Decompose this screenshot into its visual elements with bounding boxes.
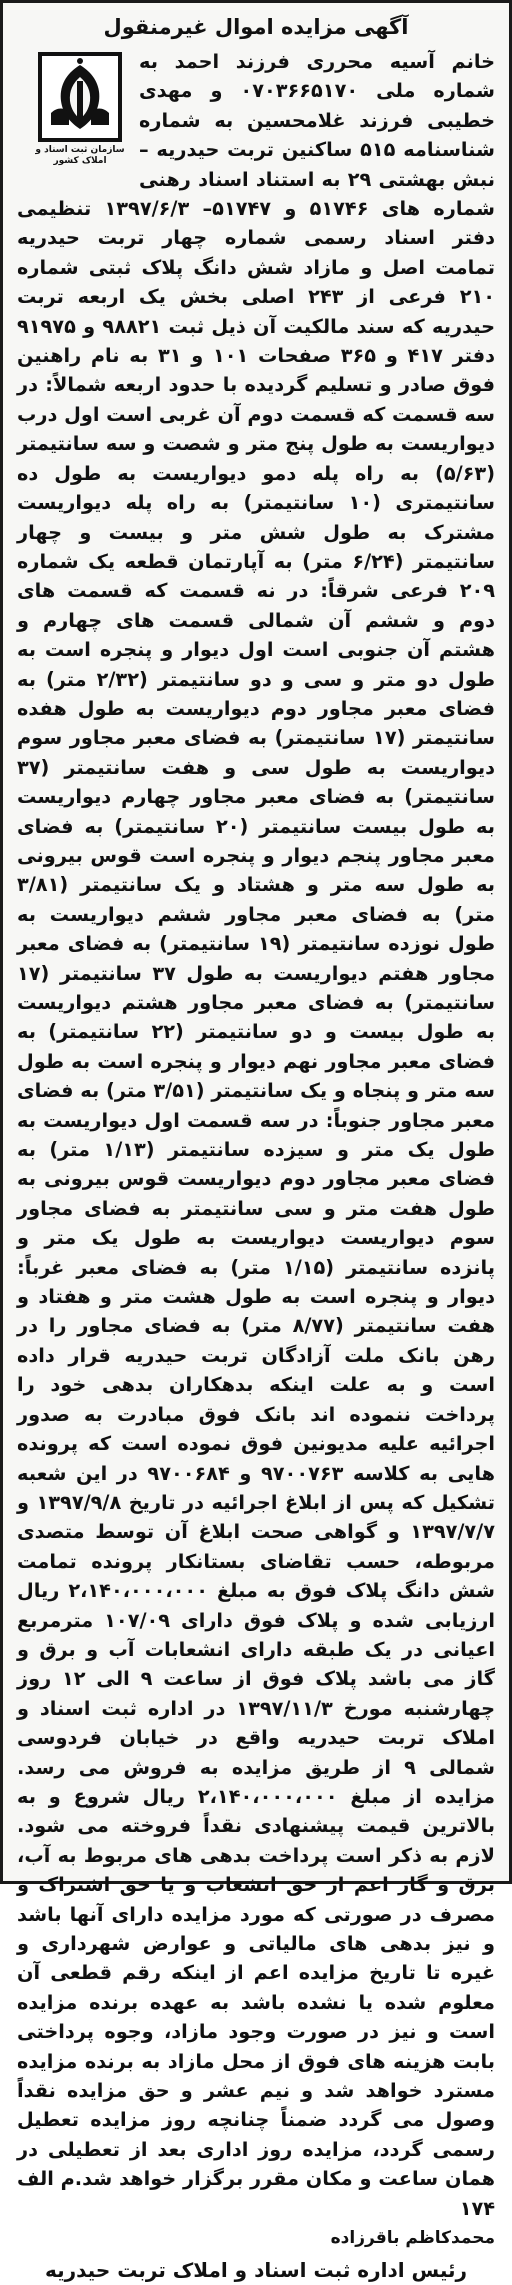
notice-title: آگهی مزایده اموال غیرمنقول bbox=[103, 15, 409, 39]
logo-caption: سازمان ثبت اسناد و املاک کشور bbox=[35, 145, 125, 166]
registration-organization-logo bbox=[27, 51, 133, 167]
office-title: رئیس اداره ثبت اسناد و املاک تربت حیدریه bbox=[44, 2258, 468, 2283]
signer-name: محمدکاظم باقرزاده bbox=[330, 2228, 495, 2249]
notice-body: خانم آسیه محرری فرزند احمد به شماره ملی ۰۷۰۳۶۶۵۱۷۰ و مهدی خطیبی فرزند غلامحسین به شماره شناسنامه ۵۱۵ ساکنین تربت حیدریه – نبش بهشتی ۲۹ به استناد اسناد رهنی شماره های ۵۱۷۴۶ و ۵۱۷۴۷– ۱۳۹۷/۶/۳ تنظیمی دفتر اسناد رسمی شماره چهار تربت حیدریه تمامت اصل و مازاد شش دانگ پلاک ثبتی شماره ۲۱۰ فرعی از ۲۴۳ اصلی بخش یک اربعه تربت حیدریه که سند مالکیت آن ذیل ثبت ۹۸۸۲۱ و ۹۱۹۷۵ دفتر ۴۱۷ و ۳۶۵ صفحات ۱۰۱ و ۳۱ به نام راهنین فوق صادر و تسلیم گردیده با حدود اربعه شمالاً: در سه قسمت که قسمت دوم آن غربی است اول درب دیواریست به طول پنج متر و شصت و سه سانتیمتر (۵/۶۳) به راه پله دمو دیواریست به طول ده سانتیمتری (۱۰ سانتیمتر) به راه پله دیواریست مشترک به طول شش متر و بیست و چهار سانتیمتر (۶/۲۴ متر) به آپارتمان قطعه یک شماره ۲۰۹ فرعی شرقاً: در نه قسمت که قسمت های دوم و ششم آن شمالی قسمت های چهارم و هشتم آن جنوبی است اول دیوار و پنجره است به طول دو متر و سی و دو سانتیمتر (۲/۳۲ متر) به فضای معبر مجاور دوم دیواریست به طول هفده سانتیمتر (۱۷ سانتیمتر) به فضای معبر مجاور سوم دیواریست به طول سی و هفت سانتیمتر (۳۷ سانتیمتر) به فضای معبر مجاور چهارم دیواریست به طول بیست سانتیمتر (۲۰ سانتیمتر) به فضای معبر مجاور پنجم دیوار و پنجره است قوس بیرونی به طول سه متر و هشتاد و یک سانتیمتر (۳/۸۱ متر) به فضای معبر مجاور ششم دیواریست به طول نوزده سانتیمتر (۱۹ سانتیمتر) به فضای معبر مجاور هفتم دیواریست به طول ۳۷ سانتیمتر (۱۷ سانتیمتر) به فضای معبر مجاور هشتم دیواریست به طول بیست و دو سانتیمتر (۲۲ سانتیمتر) به فضای معبر مجاور نهم دیوار و پنجره است به طول سه متر و پنجاه و یک سانتیمتر (۳/۵۱ متر) به فضای معبر مجاور جنوباً: در سه قسمت اول دیواریست به طول یک متر و سیزده سانتیمتر (۱/۱۳ متر) به فضای معبر مجاور دوم دیواریست قوس بیرونی به طول هفت متر و سی سانتیمتر به فضای مجاور سوم دیواریست دیواریست به طول یک متر و پانزده سانتیمتر (۱/۱۵ متر) به فضای معبر غرباً: دیوار و پنجره است به طول هشت متر و هفتاد و هفت سانتیمتر (۸/۷۷ متر) به فضای مجاور را در رهن بانک ملت آزادگان تربت حیدریه قرار داده است و به علت اینکه بدهکاران بدهی خود را پرداخت ننموده اند بانک فوق مبادرت به صدور اجرائیه علیه مدیونین فوق نموده است که پرونده هایی به کلاسه ۹۷۰۰۷۶۳ و ۹۷۰۰۶۸۴ در این شعبه تشکیل که پس از ابلاغ اجرائیه در تاریخ ۱۳۹۷/۹/۸ و ۱۳۹۷/۷/۷ و گواهی صحت ابلاغ آن توسط متصدی مربوطه، حسب تقاضای بستانکار پرونده تمامت شش دانگ پلاک فوق به مبلغ ۲،۱۴۰،۰۰۰،۰۰۰ ریال ارزیابی شده و پلاک فوق دارای ۱۰۷/۰۹ مترمربع اعیانی در یک طبقه دارای انشعابات آب و برق و گاز می باشد پلاک فوق از ساعت ۹ الی ۱۲ روز چهارشنبه مورخ ۱۳۹۷/۱۱/۳ در اداره ثبت اسناد و املاک تربت حیدریه واقع در خیابان فردوسی شمالی ۹ از طریق مزایده به فروش می رسد. مزایده از مبلغ ۲،۱۴۰،۰۰۰،۰۰۰ ریال شروع و به بالاترین قیمت پیشنهادی نقداً فروخته می شود. لازم به ذکر است پرداخت بدهی های مربوط به آب، برق و گاز اعم از حق انشعاب و یا حق اشتراک و مصرف در صورتی که مورد مزایده دارای آنها باشد و نیز بدهی های مالیاتی و عوارض شهرداری و غیره تا تاریخ مزایده اعم از اینکه رقم قطعی آن معلوم شده یا نشده باشد به عهده برنده مزایده است و نیز در صورت وجود مازاد، وجوه پرداختی بابت هزینه های فوق از محل مازاد به برنده مزایده مسترد خواهد شد و نیم عشر و حق مزایده نقداً وصول می گردد ضمناً چنانچه روز مزایده تعطیل رسمی گردد، مزایده روز اداری بعد از تعطیلی در همان ساعت و مکان مقرر برگزار خواهد شد.م الف ۱۷۴ bbox=[17, 50, 496, 2220]
emblem-icon bbox=[37, 51, 123, 143]
